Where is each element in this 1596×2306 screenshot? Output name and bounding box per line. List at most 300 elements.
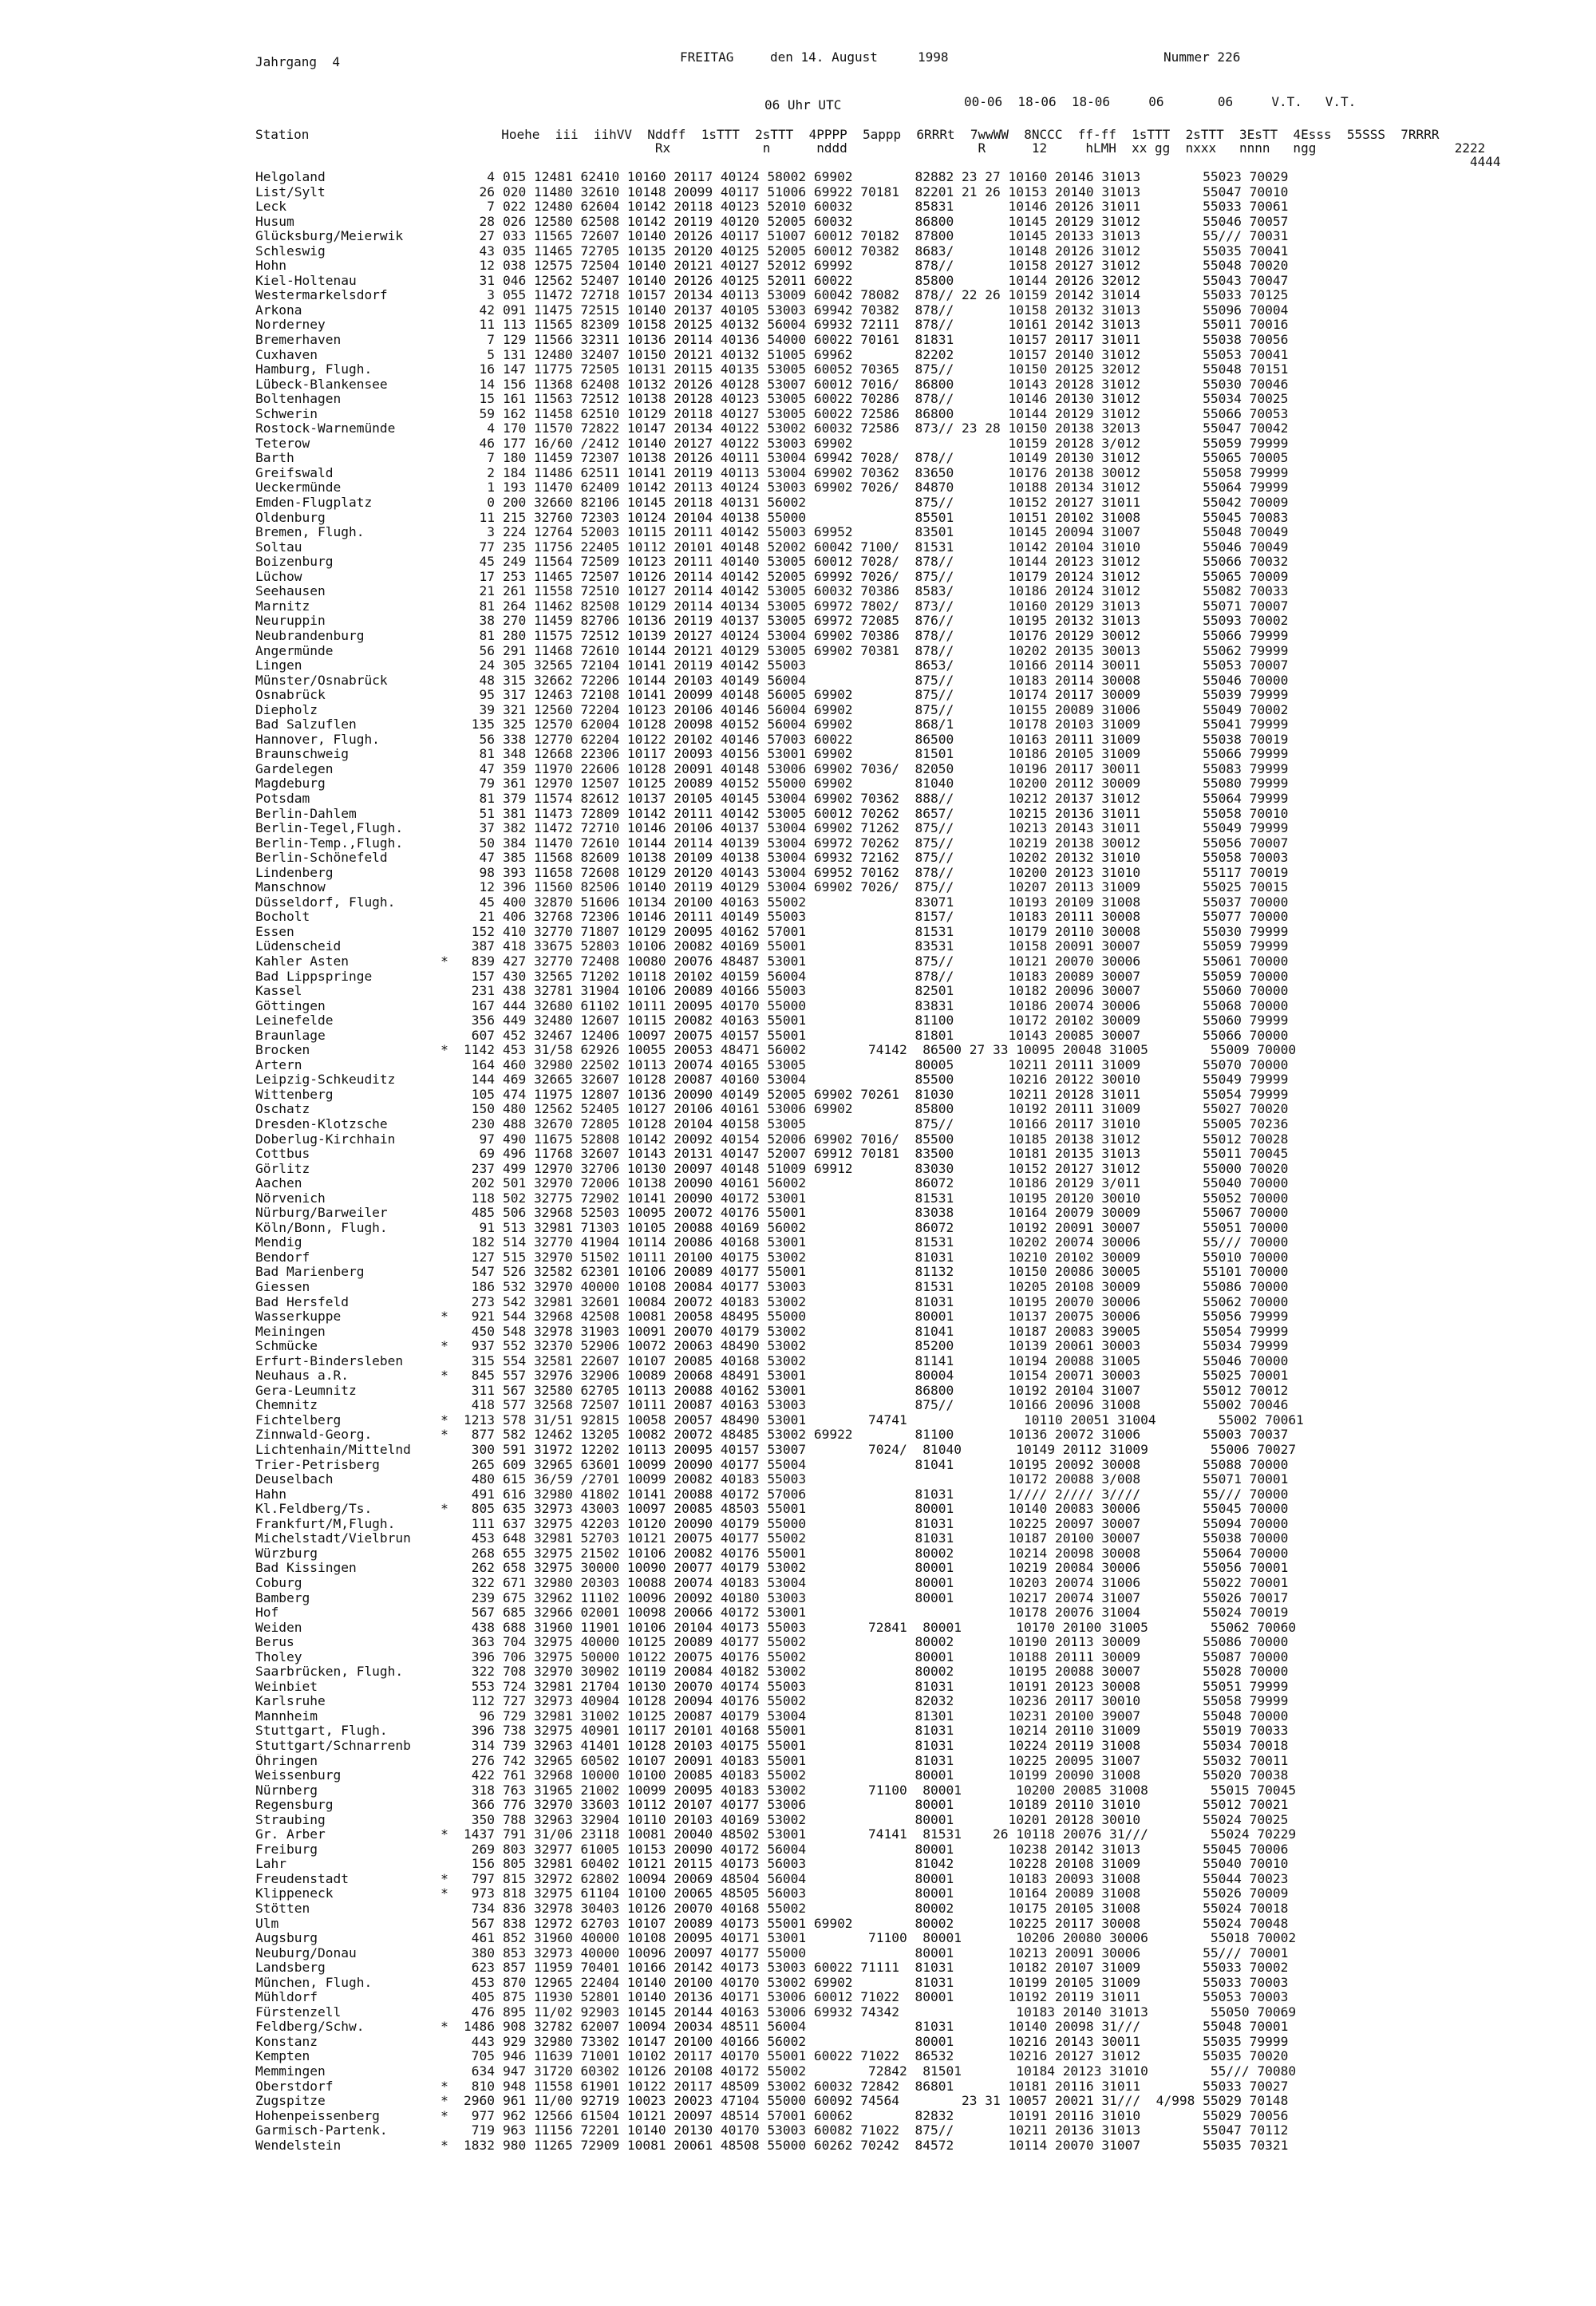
station-name: Kahler Asten xyxy=(255,954,349,969)
mountain-marker xyxy=(439,288,450,303)
station-elevation: 38 xyxy=(479,613,495,629)
mountain-marker xyxy=(439,199,450,215)
station-elevation: 547 xyxy=(471,1264,495,1280)
observation-values: 501 32970 72006 10138 20090 40161 56002 86072 10186 20129 3/011 55040 70000 xyxy=(503,1175,1289,1191)
station-elevation: 315 xyxy=(471,1352,495,1368)
station-name: Greifswald xyxy=(255,465,334,480)
station-elevation: 47 xyxy=(479,760,495,776)
station-name: Münster/Osnabrück xyxy=(255,673,388,688)
station-name: Schmücke xyxy=(255,1339,318,1354)
observation-values: 038 12575 72504 10140 20121 40127 52012 69992 878// 10158 20127 31012 55048 70020 xyxy=(503,258,1289,274)
mountain-marker xyxy=(439,511,450,526)
mountain-marker xyxy=(439,866,450,881)
observation-values: 962 12566 61504 10121 20097 48514 57001 60062 82832 10191 20116 31010 55029 70056 xyxy=(503,2107,1289,2123)
station-name: Neuburg/Donau xyxy=(255,1945,357,1960)
station-name: Augsburg xyxy=(255,1931,318,1946)
table-row xyxy=(255,2109,1572,2124)
table-row xyxy=(255,1650,1572,1665)
station-elevation: 182 xyxy=(471,1234,495,1250)
station-elevation: 4 xyxy=(487,169,495,184)
table-row xyxy=(255,1088,1572,1103)
table-row xyxy=(255,1132,1572,1147)
station-name: Fichtelberg xyxy=(255,1412,342,1427)
mountain-marker xyxy=(439,1990,450,2005)
table-row xyxy=(255,540,1572,555)
station-elevation: 91 xyxy=(479,1219,495,1235)
observation-values: 438 32781 31904 10106 20089 40166 55003 82501 10182 20096 30007 55060 70000 xyxy=(503,983,1289,999)
station-name: Boltenhagen xyxy=(255,392,342,407)
table-row xyxy=(255,392,1572,407)
mountain-marker xyxy=(439,1117,450,1132)
observation-values: 474 11975 12807 10136 20090 40149 52005 69902 70261 81030 10211 20128 31011 55054 79999 xyxy=(503,1086,1289,1102)
station-name: Bad Salzuflen xyxy=(255,717,357,732)
table-row xyxy=(255,1354,1572,1369)
station-name: Berlin-Temp.,Flugh. xyxy=(255,835,404,851)
observation-values: 704 32975 40000 10125 20089 40177 55002 80002 10190 20113 30009 55086 70000 xyxy=(503,1634,1289,1650)
mountain-marker xyxy=(439,1754,450,1769)
mountain-marker xyxy=(439,1605,450,1621)
station-name: Frankfurt/M,Flugh. xyxy=(255,1516,396,1531)
station-elevation: 2 xyxy=(487,464,495,480)
table-row xyxy=(255,1783,1572,1799)
table-row xyxy=(255,1709,1572,1724)
observation-values: 180 11459 72307 10138 20126 40111 53004 69942 7028/ 878// 10149 20130 31012 55065 70005 xyxy=(503,450,1289,466)
mountain-marker xyxy=(439,1458,450,1473)
table-row xyxy=(255,866,1572,881)
station-name: Diepholz xyxy=(255,702,318,717)
mountain-marker: * xyxy=(440,1885,448,1901)
station-name: Kempten xyxy=(255,2049,310,2064)
mountain-marker: * xyxy=(440,2078,448,2094)
mountain-marker xyxy=(439,1680,450,1695)
mountain-marker xyxy=(439,1013,450,1029)
station-elevation: 845 xyxy=(471,1368,495,1384)
station-name: Hof xyxy=(255,1605,279,1621)
mountain-marker: * xyxy=(440,1338,448,1354)
observation-values: 552 32370 52906 10072 20063 48490 53002 85200 10139 20061 30003 55034 79999 xyxy=(503,1338,1289,1354)
station-name: Boizenburg xyxy=(255,555,334,570)
table-row xyxy=(255,1043,1572,1058)
table-row xyxy=(255,807,1572,822)
mountain-marker xyxy=(439,303,450,318)
observation-values: 020 11480 32610 10148 20099 40117 51006 69922 70181 82201 21 26 10153 20140 31013 55047 70010 xyxy=(503,184,1289,199)
station-name: Cottbus xyxy=(255,1147,310,1162)
observation-values: 499 12970 32706 10130 20097 40148 51009 69912 83030 10152 20127 31012 55000 70020 xyxy=(503,1160,1289,1176)
station-elevation: 607 xyxy=(471,1027,495,1043)
table-row xyxy=(255,644,1572,659)
station-elevation: 485 xyxy=(471,1205,495,1221)
station-elevation: 418 xyxy=(471,1397,495,1413)
mountain-marker xyxy=(439,2035,450,2050)
observation-values: 805 32981 60402 10121 20115 40173 56003 81042 10228 20108 31009 55040 70010 xyxy=(503,1856,1289,1872)
station-elevation: 144 xyxy=(471,1072,495,1088)
observation-values: 557 32976 32906 10089 20068 48491 53001 80004 10154 20071 30003 55025 70001 xyxy=(503,1368,1289,1384)
observation-values: 591 31972 12202 10113 20095 40157 53007 7024/ 81040 10149 20112 31009 55006 70027 xyxy=(503,1442,1297,1458)
table-row xyxy=(255,984,1572,999)
mountain-marker xyxy=(439,1976,450,1991)
station-elevation: 231 xyxy=(471,983,495,999)
station-name: Düsseldorf, Flugh. xyxy=(255,894,396,910)
station-elevation: 111 xyxy=(471,1515,495,1531)
station-name: Freiburg xyxy=(255,1842,318,1857)
station-elevation: 2960 xyxy=(464,2093,495,2109)
mountain-marker xyxy=(439,732,450,748)
mountain-marker xyxy=(439,1088,450,1103)
station-elevation: 21 xyxy=(479,583,495,599)
observation-values: 836 32978 30403 10126 20070 40168 55002 80002 10175 20105 31008 55024 70018 xyxy=(503,1900,1289,1916)
station-elevation: 7 xyxy=(487,450,495,466)
table-row xyxy=(255,999,1572,1014)
observation-values: 685 32966 02001 10098 20066 40172 53001 10178 20076 31004 55024 70019 xyxy=(503,1605,1289,1621)
table-row xyxy=(255,451,1572,466)
table-row xyxy=(255,1235,1572,1250)
station-elevation: 1 xyxy=(487,480,495,496)
station-name: Potsdam xyxy=(255,791,310,806)
station-name: Husum xyxy=(255,214,294,229)
station-elevation: 37 xyxy=(479,820,495,836)
mountain-marker xyxy=(439,1960,450,1976)
station-name: Stuttgart, Flugh. xyxy=(255,1724,388,1739)
station-elevation: 380 xyxy=(471,1945,495,1960)
table-row xyxy=(255,1427,1572,1443)
observation-values: 515 32970 51502 10111 20100 40175 53002 81031 10210 20102 30009 55010 70000 xyxy=(503,1249,1289,1265)
table-row xyxy=(255,1265,1572,1280)
station-elevation: 28 xyxy=(479,213,495,229)
mountain-marker xyxy=(439,1072,450,1088)
station-elevation: 127 xyxy=(471,1249,495,1265)
observation-values: 870 12965 22404 10140 20100 40170 53002 69902 81031 10199 20105 31009 55033 70003 xyxy=(503,1974,1289,1990)
station-name: Hamburg, Flugh. xyxy=(255,362,373,377)
table-row xyxy=(255,717,1572,732)
mountain-marker xyxy=(439,629,450,644)
observation-values: 488 32670 72805 10128 20104 40158 53005 875// 10166 20117 31010 55005 70236 xyxy=(503,1116,1289,1131)
mountain-marker: * xyxy=(440,1826,448,1842)
station-name: Michelstadt/Vielbrun xyxy=(255,1531,411,1546)
table-row xyxy=(255,318,1572,333)
observation-values: 348 12668 22306 10117 20093 40156 53001 69902 81501 10186 20105 31009 55066 79999 xyxy=(503,746,1289,762)
station-elevation: 491 xyxy=(471,1486,495,1502)
station-name: Gardelegen xyxy=(255,761,334,776)
station-elevation: 31 xyxy=(479,272,495,288)
station-elevation: 12 xyxy=(479,879,495,895)
mountain-marker xyxy=(439,1694,450,1709)
mountain-marker xyxy=(439,1176,450,1191)
observation-values: 688 31960 11901 10106 20104 40173 55003 72841 80001 10170 20100 31005 55062 70060 xyxy=(503,1619,1297,1635)
observation-values: 453 31/58 62926 10055 20053 48471 56002 74142 86500 27 33 10095 20048 31005 55009 70000 xyxy=(503,1042,1297,1058)
table-row xyxy=(255,377,1572,393)
station-name: Öhringen xyxy=(255,1753,318,1768)
station-name: Schwerin xyxy=(255,406,318,421)
station-name: Nürnberg xyxy=(255,1783,318,1798)
station-name: Köln/Bonn, Flugh. xyxy=(255,1220,388,1235)
mountain-marker xyxy=(439,821,450,836)
station-name: Stötten xyxy=(255,1901,310,1916)
station-elevation: 805 xyxy=(471,1501,495,1517)
table-row xyxy=(255,1576,1572,1591)
observation-values: 305 32565 72104 10141 20119 40142 55003 8653/ 10166 20114 30011 55053 70007 xyxy=(503,657,1289,673)
observation-values: 838 12972 62703 10107 20089 40173 55001 69902 80002 10225 20117 30008 55024 70048 xyxy=(503,1915,1289,1931)
table-row xyxy=(255,1621,1572,1636)
table-row xyxy=(255,333,1572,348)
observation-values: 113 11565 82309 10158 20125 40132 56004 69932 72111 878// 10161 20142 31013 55011 70016 xyxy=(503,317,1289,333)
observation-values: 761 32968 10000 10100 20085 40183 55002 80001 10199 20090 31008 55020 70038 xyxy=(503,1767,1289,1783)
mountain-marker: * xyxy=(440,1427,448,1443)
station-elevation: 567 xyxy=(471,1605,495,1621)
mountain-marker xyxy=(439,1813,450,1828)
station-name: Deuselbach xyxy=(255,1472,334,1487)
station-name: Hahn xyxy=(255,1487,286,1502)
station-elevation: 202 xyxy=(471,1175,495,1191)
mountain-marker xyxy=(439,747,450,762)
observation-values: 184 11486 62511 10141 20119 40113 53004 69902 70362 83650 10176 20138 30012 55058 79999 xyxy=(503,464,1289,480)
mountain-marker xyxy=(439,1901,450,1917)
station-elevation: 921 xyxy=(471,1309,495,1325)
station-elevation: 26 xyxy=(479,184,495,199)
station-name: Erfurt-Bindersleben xyxy=(255,1353,404,1368)
observation-values: 384 11470 72610 10144 20114 40139 53004 69972 70262 875// 10219 20138 30012 55056 70007 xyxy=(503,835,1289,851)
observation-values: 675 32962 11102 10096 20092 40180 53003 80001 10217 20074 31007 55026 70017 xyxy=(503,1589,1289,1605)
table-row xyxy=(255,421,1572,436)
table-row xyxy=(255,570,1572,585)
observation-values: 648 32981 52703 10121 20075 40177 55002 81031 10187 20100 30007 55038 70000 xyxy=(503,1530,1289,1546)
mountain-marker: * xyxy=(440,1042,448,1058)
mountain-marker xyxy=(439,1917,450,1932)
observation-values: 635 32973 43003 10097 20085 48503 55001 80001 10140 20083 30006 55045 70000 xyxy=(503,1501,1289,1517)
station-elevation: 157 xyxy=(471,968,495,984)
station-name: Bad Hersfeld xyxy=(255,1294,349,1309)
station-elevation: 77 xyxy=(479,539,495,555)
mountain-marker xyxy=(439,584,450,599)
station-name: Essen xyxy=(255,924,294,939)
observation-values: 418 33675 52803 10106 20082 40169 55001 83531 10158 20091 30007 55059 79999 xyxy=(503,938,1289,954)
observation-values: 803 32977 61005 10153 20090 40172 56004 80001 10238 20142 31013 55045 70006 xyxy=(503,1841,1289,1857)
table-row xyxy=(255,851,1572,866)
station-name: Weinbiet xyxy=(255,1679,318,1694)
table-row xyxy=(255,1664,1572,1680)
station-name: Weiden xyxy=(255,1620,302,1635)
table-row xyxy=(255,1443,1572,1458)
station-elevation: 39 xyxy=(479,701,495,717)
station-elevation: 48 xyxy=(479,672,495,688)
station-name: Gr. Arber xyxy=(255,1827,326,1842)
mountain-marker xyxy=(439,1576,450,1591)
table-row xyxy=(255,1206,1572,1221)
mountain-marker xyxy=(439,1250,450,1266)
mountain-marker: * xyxy=(440,1309,448,1325)
observation-values: 776 32970 33603 10112 20107 40177 53006 80001 10189 20110 31010 55012 70021 xyxy=(503,1797,1289,1813)
station-name: Mühldorf xyxy=(255,1990,318,2005)
mountain-marker xyxy=(439,1724,450,1739)
table-row xyxy=(255,1635,1572,1650)
station-elevation: 1213 xyxy=(464,1412,495,1427)
station-name: Görlitz xyxy=(255,1161,310,1176)
observation-values: 321 12560 72204 10123 20106 40146 56004 69902 875// 10155 20089 31006 55049 70002 xyxy=(503,701,1289,717)
station-elevation: 152 xyxy=(471,923,495,939)
mountain-marker xyxy=(439,570,450,585)
table-row xyxy=(255,1368,1572,1384)
table-row xyxy=(255,1931,1572,1946)
mountain-marker xyxy=(439,688,450,703)
station-name: Klippeneck xyxy=(255,1886,334,1901)
column-header-line-3: 4444 xyxy=(255,154,1501,169)
station-name: Mannheim xyxy=(255,1708,318,1724)
station-elevation: 7 xyxy=(487,199,495,215)
station-name: Wasserkuppe xyxy=(255,1309,342,1325)
observation-values: 895 11/02 92903 10145 20144 40163 53006 69932 74342 10183 20140 31013 55050 70069 xyxy=(503,2004,1297,2020)
station-elevation: 237 xyxy=(471,1160,495,1176)
observation-values: 444 32680 61102 10111 20095 40170 55000 83831 10186 20074 30006 55068 70000 xyxy=(503,997,1289,1013)
observation-values: 980 11265 72909 10081 20061 48508 55000 60262 70242 84572 10114 20070 31007 55035 70321 xyxy=(503,2137,1289,2153)
station-elevation: 443 xyxy=(471,2033,495,2049)
observation-values: 853 32973 40000 10096 20097 40177 55000 80001 10213 20091 30006 55/// 70001 xyxy=(503,1945,1289,1960)
table-row xyxy=(255,288,1572,303)
station-elevation: 476 xyxy=(471,2004,495,2020)
table-row xyxy=(255,1680,1572,1695)
observation-values: 253 11465 72507 10126 20114 40142 52005 69992 7026/ 875// 10179 20124 31012 55065 70009 xyxy=(503,568,1289,584)
table-row xyxy=(255,1117,1572,1132)
table-row xyxy=(255,910,1572,925)
station-name: Leipzig-Schkeuditz xyxy=(255,1072,396,1088)
table-row xyxy=(255,199,1572,215)
observation-values: 035 11465 72705 10135 20120 40125 52005 60012 70382 8683/ 10148 20126 31012 55035 70041 xyxy=(503,243,1289,259)
table-row xyxy=(255,732,1572,748)
table-row xyxy=(255,436,1572,452)
table-row xyxy=(255,1013,1572,1029)
station-elevation: 27 xyxy=(479,228,495,244)
station-elevation: 318 xyxy=(471,1782,495,1798)
table-row xyxy=(255,1325,1572,1340)
observation-values: 091 11475 72515 10140 20137 40105 53003 69942 70382 878// 10158 20132 31013 55096 70004 xyxy=(503,302,1289,318)
table-row xyxy=(255,836,1572,851)
header-date: den 14. August xyxy=(770,49,878,65)
station-name: Arkona xyxy=(255,302,302,318)
observation-values: 200 32660 82106 10145 20118 40131 56002 875// 10152 20127 31011 55042 70009 xyxy=(503,495,1289,511)
observation-values: 526 32582 62301 10106 20089 40177 55001 81132 10150 20086 30005 55101 70000 xyxy=(503,1264,1289,1280)
table-row xyxy=(255,511,1572,526)
station-name: Freudenstadt xyxy=(255,1871,349,1886)
header-issue-number: Nummer 226 xyxy=(1163,49,1241,65)
station-elevation: 7 xyxy=(487,332,495,348)
observation-values: 788 32963 32904 10110 20103 40169 53002 80001 10201 20128 30010 55024 70025 xyxy=(503,1811,1289,1827)
station-elevation: 634 xyxy=(471,2063,495,2079)
station-elevation: 118 xyxy=(471,1190,495,1206)
station-name: Fürstenzell xyxy=(255,2004,342,2020)
station-name: Artern xyxy=(255,1057,302,1072)
table-row xyxy=(255,1990,1572,2005)
station-elevation: 45 xyxy=(479,894,495,910)
station-elevation: 268 xyxy=(471,1545,495,1561)
mountain-marker xyxy=(439,1191,450,1206)
station-elevation: 311 xyxy=(471,1382,495,1398)
mountain-marker xyxy=(439,880,450,895)
mountain-marker xyxy=(439,999,450,1014)
observation-values: 946 11639 71001 10102 20117 40170 55001 60022 71022 86532 10216 20127 31012 55035 70020 xyxy=(503,2048,1289,2064)
observation-values: 502 32775 72902 10141 20090 40172 53001 81531 10195 20120 30010 55052 70000 xyxy=(503,1190,1289,1206)
mountain-marker: * xyxy=(440,1412,448,1427)
station-name: Feldberg/Schw. xyxy=(255,2020,365,2035)
mountain-marker xyxy=(439,1487,450,1502)
station-elevation: 405 xyxy=(471,1989,495,2005)
mountain-marker xyxy=(439,170,450,185)
station-elevation: 300 xyxy=(471,1442,495,1458)
mountain-marker xyxy=(439,1398,450,1413)
station-name: Lindenberg xyxy=(255,865,334,880)
observation-values: 908 32782 62007 10094 20034 48511 56004 81031 10140 20098 31/// 55048 70001 xyxy=(503,2019,1289,2035)
mountain-marker xyxy=(439,1058,450,1073)
station-elevation: 422 xyxy=(471,1767,495,1783)
table-row xyxy=(255,215,1572,230)
observation-values: 815 32972 62802 10094 20069 48504 56004 80001 10183 20093 31008 55044 70023 xyxy=(503,1870,1289,1886)
station-name: Bocholt xyxy=(255,910,310,925)
mountain-marker xyxy=(439,910,450,925)
station-name: Oberstdorf xyxy=(255,2079,334,2094)
mountain-marker xyxy=(439,792,450,807)
observation-values: 542 32981 32601 10084 20072 40183 53002 81031 10195 20070 30006 55062 70000 xyxy=(503,1293,1289,1309)
observation-values: 469 32665 32607 10128 20087 40160 53004 85500 10216 20122 30010 55049 79999 xyxy=(503,1072,1289,1088)
mountain-marker xyxy=(439,480,450,496)
observation-values: 147 11775 72505 10131 20115 40135 53005 60052 70365 875// 10150 20125 32012 55048 70151 xyxy=(503,361,1289,377)
station-elevation: 45 xyxy=(479,554,495,570)
table-row xyxy=(255,303,1572,318)
mountain-marker xyxy=(439,776,450,792)
observation-values: 170 11570 72822 10147 20134 40122 53002 60032 72586 873// 23 28 10150 20138 32013 55047 70042 xyxy=(503,421,1289,436)
table-row xyxy=(255,776,1572,792)
mountain-marker xyxy=(439,525,450,540)
station-name: Berlin-Tegel,Flugh. xyxy=(255,821,404,836)
station-name: Memmingen xyxy=(255,2064,326,2079)
station-elevation: 273 xyxy=(471,1293,495,1309)
station-elevation: 46 xyxy=(479,435,495,451)
mountain-marker xyxy=(439,1280,450,1295)
mountain-marker xyxy=(439,1147,450,1162)
mountain-marker xyxy=(439,555,450,570)
station-name: Zugspitze xyxy=(255,2094,326,2109)
observation-values: 280 11575 72512 10139 20127 40124 53004 69902 70386 878// 10176 20129 30012 55066 79999 xyxy=(503,627,1289,643)
station-elevation: 356 xyxy=(471,1013,495,1029)
station-elevation: 59 xyxy=(479,405,495,421)
mountain-marker xyxy=(439,1295,450,1310)
observation-values: 857 11959 70401 10166 20142 40173 53003 60022 71111 81031 10182 20107 31009 55033 70002 xyxy=(503,1960,1289,1976)
mountain-marker xyxy=(439,466,450,481)
station-name: Helgoland xyxy=(255,170,326,184)
station-name: Berlin-Schönefeld xyxy=(255,851,388,866)
mountain-marker xyxy=(439,1739,450,1754)
table-row xyxy=(255,1191,1572,1206)
mountain-marker xyxy=(439,1621,450,1636)
station-name: Coburg xyxy=(255,1575,302,1590)
station-elevation: 396 xyxy=(471,1649,495,1664)
table-row xyxy=(255,1472,1572,1487)
observation-values: 658 32975 30000 10090 20077 40179 53002 80001 10219 20084 30006 55056 70001 xyxy=(503,1560,1289,1576)
table-row xyxy=(255,1487,1572,1502)
observation-values: 616 32980 41802 10141 20088 40172 57006 81031 1//// 2//// 3//// 55/// 70000 xyxy=(503,1486,1289,1502)
mountain-marker xyxy=(439,1029,450,1044)
station-elevation: 276 xyxy=(471,1752,495,1768)
table-row xyxy=(255,880,1572,895)
station-elevation: 3 xyxy=(487,524,495,540)
station-name: Würzburg xyxy=(255,1546,318,1561)
station-name: Teterow xyxy=(255,436,310,451)
table-row xyxy=(255,407,1572,422)
observation-values: 724 32981 21704 10130 20070 40174 55003 81031 10191 20123 30008 55051 79999 xyxy=(503,1678,1289,1694)
station-name: Giessen xyxy=(255,1280,310,1295)
observation-values: 514 32770 41904 10114 20086 40168 53001 81531 10202 20074 30006 55/// 70000 xyxy=(503,1234,1289,1250)
table-row xyxy=(255,1754,1572,1769)
station-name: Seehausen xyxy=(255,584,326,599)
station-elevation: 230 xyxy=(471,1116,495,1131)
observation-values: 129 11566 32311 10136 20114 40136 54000 60022 70161 81831 10157 20117 31011 55038 70056 xyxy=(503,332,1289,348)
table-row xyxy=(255,555,1572,570)
